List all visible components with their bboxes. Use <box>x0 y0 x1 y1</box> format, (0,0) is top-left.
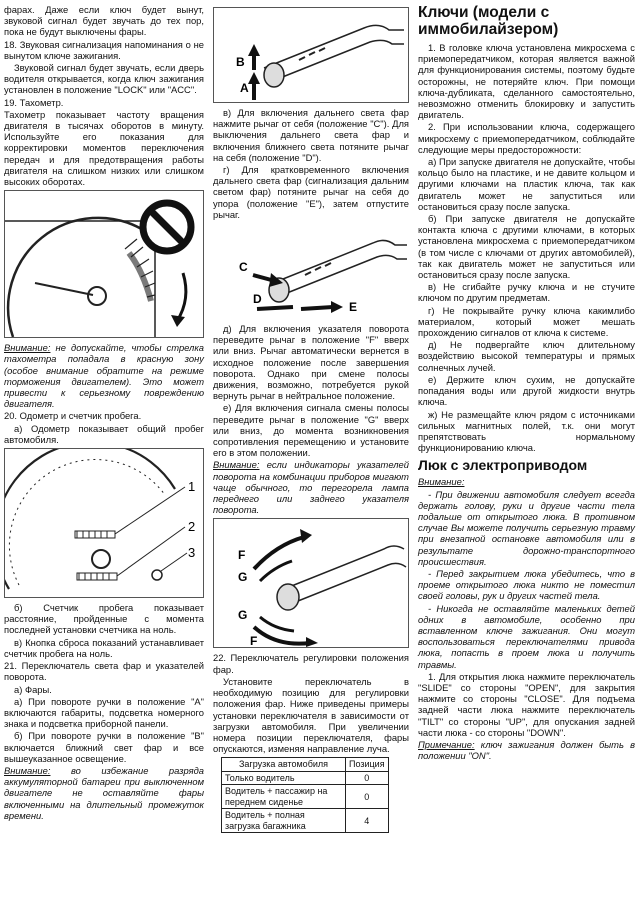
odometer-illustration <box>5 449 203 597</box>
label-b: B <box>236 55 245 69</box>
item-21-title: 21. Переключатель света фар и указателей поворота. <box>4 660 204 683</box>
keys-item-2v: в) Не сгибайте ручку ключа и не стучите ключом по другим предметам. <box>418 281 635 304</box>
label-e: E <box>349 300 358 315</box>
warning-item: - При движении автомобиля следует всегда держать голову, руки и другие части тела подальше от открытого люка. В противном случае Вы можете получить серьезную травму при внезапной остановке автомобиля или в результате дорожно-транспортного происшествия. <box>418 488 635 567</box>
warning-item: - Никогда не оставляйте маленьких детей одних в автомобиле, особенно при вставленном ключе зажигания. Они могут воспользоваться переключателями привода люка, попасть в проем люка и получить травмы. <box>418 602 635 670</box>
table-cell: Водитель + пассажир на переднем сиденье <box>222 785 346 809</box>
column-left <box>4 4 204 822</box>
warning-label: Внимание: <box>4 764 51 776</box>
light-switch-figure <box>213 7 409 103</box>
section-heading-keys: Ключи (модели с иммобилайзером) <box>418 4 559 38</box>
warning-label: Внимание: <box>4 342 51 354</box>
odometer-figure <box>4 448 204 598</box>
item-g: г) Для кратковременного включения дальнего света фар (сигнализация дальним светом фар) потяните рычаг на себя до упора (положение "Е"), затем отпустите рычаг. <box>213 164 409 220</box>
table-cell: 0 <box>346 771 389 785</box>
turn-signal-figure <box>213 518 409 648</box>
label-g-bottom: G <box>238 608 248 623</box>
label-f-bottom: F <box>250 634 258 648</box>
label-a: A <box>240 81 249 95</box>
warning-text: не допускайте, чтобы стрелка тахометра попадала в красную зону (особое внимание обратите на режиме торможения двигателем). Это может привести к серьезному повреждению двигателя. <box>4 342 204 410</box>
item-21-intro: а) Фары. <box>14 683 52 695</box>
item-20-b: б) Счетчик пробега показывает расстояние, пройденные с момента последней установки счетчика на ноль. <box>4 602 204 636</box>
odometer-label-3: 3 <box>188 545 196 561</box>
item-18-text: Звуковой сигнал будет звучать, если дверь водителя открывается, когда ключ зажигания установлен в положение "LOCK" или "ACC". <box>4 62 204 96</box>
high-beam-figure <box>213 223 409 319</box>
keys-item-2: 2. При использовании ключа, содержащего микросхему с приемопередатчиком, соблюдайте следующие меры предосторожности: <box>418 121 635 155</box>
note-label: Примечание: <box>418 738 475 750</box>
item-22-title: 22. Переключатель регулировки положения фар. <box>213 652 409 675</box>
note <box>418 739 635 761</box>
table-header-cell: Загрузка автомобиля <box>222 758 346 772</box>
keys-item-2a: а) При запуске двигателя не допускайте, чтобы кольцо было на пластике, и не давите кольцом и другими ключами на пластик ключа, так как двигатель может не запуститься или остановиться сразу после запуска. <box>418 156 635 212</box>
turn-signal-illustration <box>214 519 408 647</box>
item-20-v: в) Кнопка сброса показаний устанавливает счетчик пробега на ноль. <box>4 636 204 659</box>
warning-text: во избежание разряда аккумуляторной батареи при выключенном двигателе не оставляйте фары включенными на длительный промежуток времени. <box>4 764 204 821</box>
label-c: C <box>239 260 248 275</box>
table-row <box>222 809 389 833</box>
warning-turn-signals <box>213 459 409 515</box>
warning-item: - Перед закрытием люка убедитесь, что в проеме открытого люка никто не поместил своей головы, рук и других частей тела. <box>418 567 635 602</box>
keys-item-2d: д) Не подвергайте ключ длительному воздействию высокой температуры и прямых солнечных лучей. <box>418 339 635 373</box>
keys-item-2e: е) Держите ключ сухим, не допускайте попадания воды или другой жидкости внутрь ключа. <box>418 373 635 408</box>
odometer-label-1: 1 <box>188 479 196 495</box>
table-row <box>222 785 389 809</box>
note-text: ключ зажигания должен быть в положении "ON". <box>418 738 635 762</box>
light-switch-illustration <box>214 8 408 102</box>
table-cell: 4 <box>346 809 389 833</box>
item-v: в) Для включения дальнего света фар нажмите рычаг от себя (положение "С"). Для выключения дальнего света фар и включения ближнего света потяните рычаг на себя (положение "D"). <box>213 107 409 163</box>
table-header-cell: Позиция <box>346 758 389 772</box>
high-beam-illustration <box>213 223 407 317</box>
warning-text: если индикаторы указателей поворота на комбинации приборов мигают чаще обычного, то перегорела лампа переднего или заднего указателя поворота. <box>213 459 409 516</box>
table-cell: Только водитель <box>222 771 346 785</box>
item-20-title: 20. Одометр и счетчик пробега. <box>4 410 142 422</box>
item-20-a: а) Одометр показывает общий пробег автомобиля. <box>4 422 204 445</box>
keys-item-2g: г) Не покрывайте ручку ключа какимлибо материалом, который может мешать прохождению сигналов от ключа к системе. <box>418 304 635 339</box>
item-21-b: б) При повороте ручки в положение "В" включается ближний свет фар и все вышеуказанное освещение. <box>4 730 204 764</box>
warning-battery <box>4 765 204 821</box>
column-right <box>418 4 635 762</box>
table-row <box>222 771 389 785</box>
odometer-label-2: 2 <box>188 519 196 535</box>
paragraph: фарах. Даже если ключ будет вынут, звуковой сигнал будет звучать до тех пор, пока не будут выключены фары. <box>4 4 204 38</box>
tachometer-figure <box>4 190 204 338</box>
label-g-top: G <box>238 570 248 585</box>
item-e: е) Для включения сигнала смены полосы переведите рычаг в положение "G" вверх или вниз, до момента возникновения сопротивления перемещению и установите его в этом положении. <box>213 402 409 459</box>
table-header-row <box>222 758 389 772</box>
item-19-text: Тахометр показывает частоту вращения двигателя в тысячах оборотов в минуту. Используйте его показания для корректировки моментов переключения передач и для предотвращения работы двигателя на слишком низких или слишком высоких оборотах. <box>4 108 204 188</box>
item-19-title: 19. Тахометр. <box>4 96 64 108</box>
item-18-title: 18. Звуковая сигнализация напоминания о не вынутом ключе зажигания. <box>4 38 204 61</box>
item-d: д) Для включения указателя поворота переведите рычаг в положение "F" вверх или вниз. Рычаг автоматически вернется в исходное положение после завершения поворота. Однако при смене полосы движения, возможно, потребуется рукой вернуть рычаг в нейтральное положение. <box>213 323 409 402</box>
keys-item-2zh: ж) Не размещайте ключ рядом с источниками сильных магнитных полей, т.к. они могут препятствовать нормальному функционированию ключа. <box>418 408 635 454</box>
section-heading-sunroof: Люк с электроприводом <box>418 457 588 474</box>
headlight-position-table <box>221 757 389 833</box>
item-21-a: а) При повороте ручки в положение "А" включаются габариты, подсветка номерного знака и подсветка приборной панели. <box>4 695 204 730</box>
table-cell: Водитель + полная загрузка багажника <box>222 809 346 833</box>
keys-item-2b: б) При запуске двигателя не допускайте контакта ключа с другими ключами, в которых установлена микросхема с приемопередатчиком (в том числе с ключами от других автомобилей), так как двигатель может не запуститься или остановиться сразу после запуска. <box>418 213 635 281</box>
label-d: D <box>253 292 262 307</box>
tachometer-illustration <box>5 191 203 337</box>
item-22-text: Установите переключатель в необходимую позицию для регулировки положения фар. Ниже приведены примеры установки переключателя в зависимости от загрузки автомобиля. При увеличении номера позиции переключателя, фары опускаются, изменяя направление луча. <box>213 675 409 755</box>
sunroof-item-1: 1. Для открытия люка нажмите переключатель "SLIDE" со стороны "OPEN", для закрытия нажмите со стороны "CLOSE". Для подъема задней части люка нажмите переключатель "TILT" со стороны "UP", для опускания задней части люка - со стороны "DOWN". <box>418 670 635 738</box>
keys-item-1: 1. В головке ключа установлена микросхема с приемопередатчиком, которая является важной для функционирования системы, поэтому будьте осторожны, не потеряйте ключ. При помощи ключа-дубликата, сделанного самостоятельно, невозможно отменить блокировку и запустить двигатель. <box>418 42 635 121</box>
table-cell: 0 <box>346 785 389 809</box>
warning-label: Внимание: <box>418 476 465 488</box>
label-f-top: F <box>238 548 246 563</box>
warning-label: Внимание: <box>213 459 260 471</box>
column-middle <box>213 4 409 833</box>
warning-tachometer <box>4 342 204 409</box>
